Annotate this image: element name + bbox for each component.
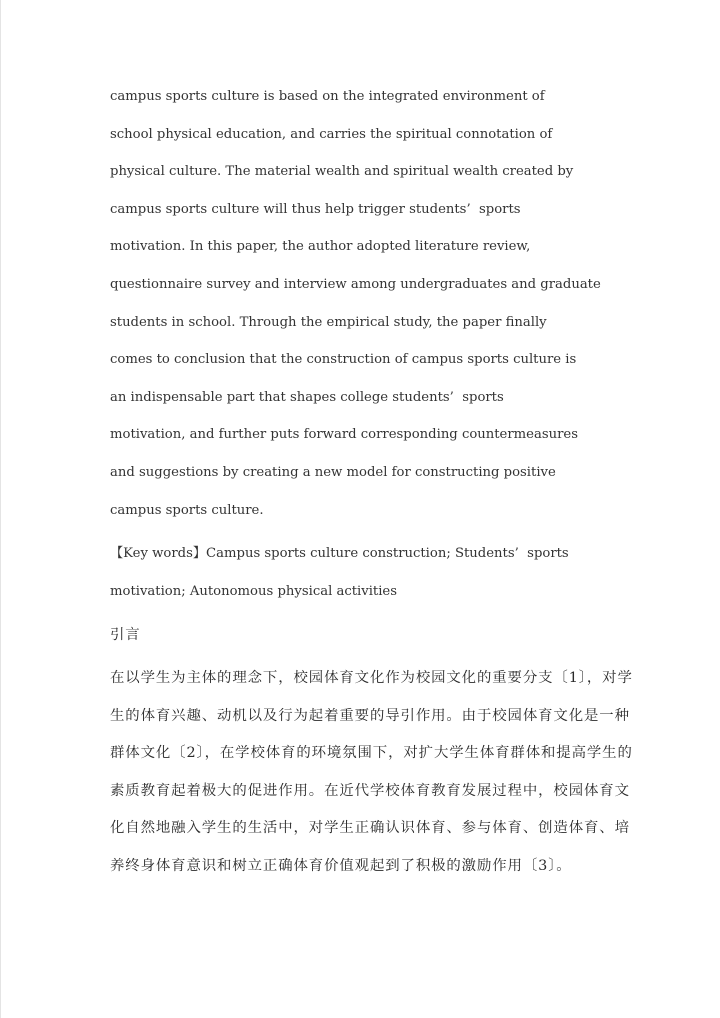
text-line: motivation. In this paper, the author adopted literature review, [110, 239, 531, 255]
text-line: 养终身体育意识和树立正确体育价值观起到了积极的激励作用〔3〕。 [110, 858, 572, 874]
text-line: questionnaire survey and interview among undergraduates and graduate [110, 277, 601, 292]
text-line: and suggestions by creating a new model for constructing positive [110, 465, 556, 480]
text-line: 【Key words】Campus sports culture construction; Students’ sports [110, 546, 569, 561]
text-line: 生的体育兴趣、动机以及行为起着重要的导引作用。由于校园体育文化是一种 [110, 707, 630, 724]
text-line: 素质教育起着极大的促进作用。在近代学校体育教育发展过程中，校园体育文 [110, 782, 630, 799]
text-line: students in school. Through the empirical study, the paper finally [110, 314, 547, 330]
text-line: an indispensable part that shapes college students’ sports [110, 389, 504, 405]
text-line: campus sports culture. [110, 502, 264, 518]
text-line: campus sports culture is based on the integrated environment of [110, 89, 545, 104]
text-line: 在以学生为主体的理念下，校园体育文化作为校园文化的重要分支〔1〕，对学 [110, 670, 633, 686]
text-line: motivation, and further puts forward corresponding countermeasures [110, 427, 578, 443]
text-line: physical culture. The material wealth and spiritual wealth created by [110, 164, 574, 180]
text-line: school physical education, and carries the spiritual connotation of [110, 126, 553, 142]
text-line: 群体文化〔2〕，在学校体育的环境氛围下，对扩大学生体育群体和提高学生的 [110, 745, 633, 762]
text-line: comes to conclusion that the construction of campus sports culture is [110, 352, 577, 368]
text-line: campus sports culture will thus help trigger students’ sports [110, 201, 521, 217]
intro-heading: 引言 [110, 627, 141, 643]
text-line: motivation; Autonomous physical activities [110, 583, 397, 599]
text-line: 化自然地融入学生的生活中，对学生正确认识体育、参与体育、创造体育、培 [110, 820, 630, 837]
